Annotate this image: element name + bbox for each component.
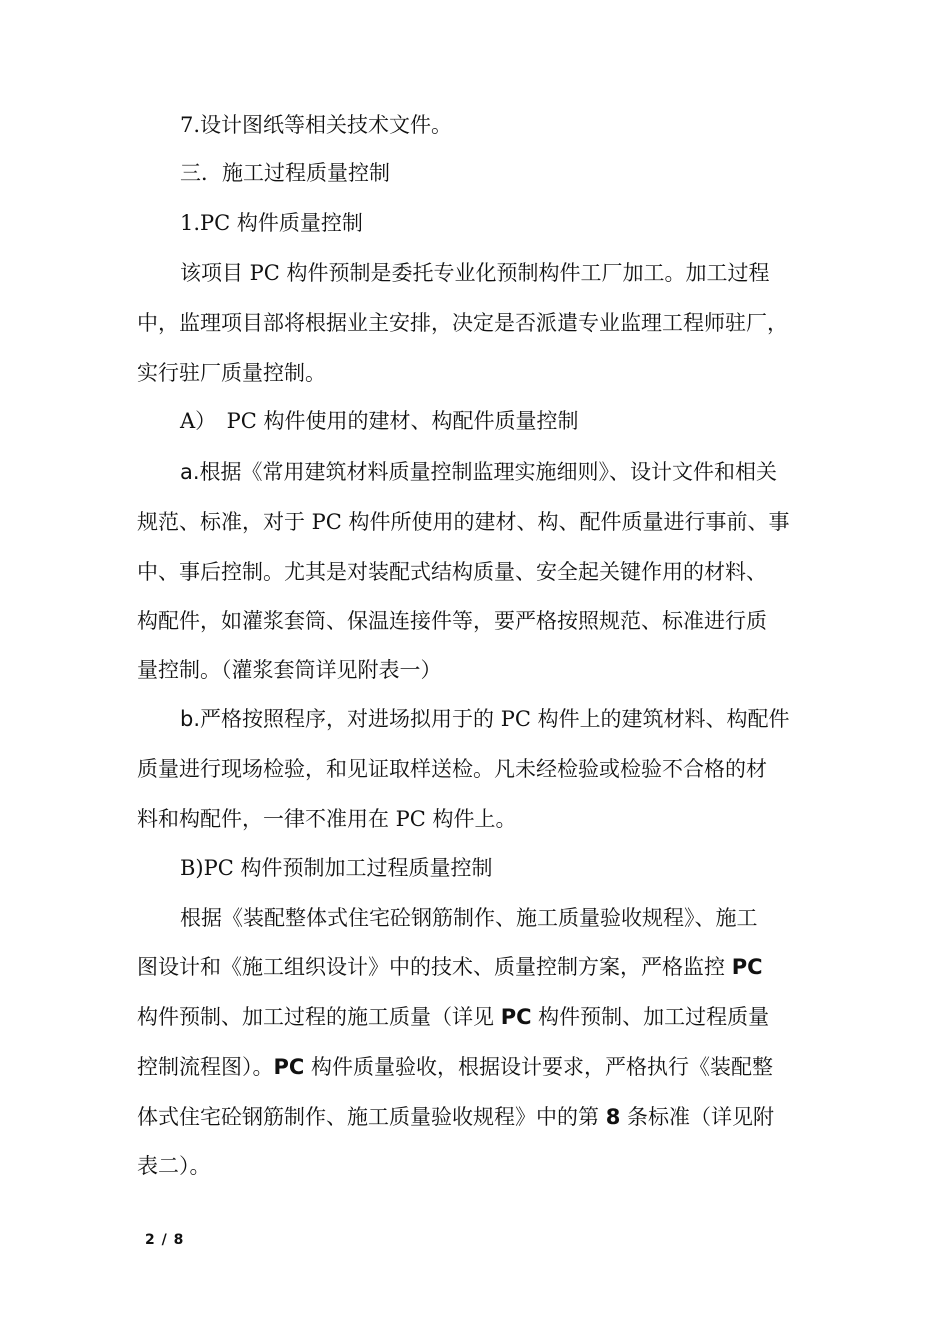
item-marker: b. <box>180 707 201 731</box>
text-line: 质量进行现场检验，和见证取样送检。凡未经检验或检验不合格的材 <box>137 757 767 781</box>
text-line: 该项目 PC 构件预制是委托专业化预制构件工厂加工。加工过程 <box>180 261 770 285</box>
text-line <box>180 704 790 734</box>
bold-span: PC <box>273 1055 305 1079</box>
section-heading: 三．施工过程质量控制 <box>180 161 390 185</box>
text-span: 根据《常用建筑材料质量控制监理实施细则》、设计文件和相关 <box>199 460 778 484</box>
text-span: 构件质量验收，根据设计要求，严格执行《装配整 <box>304 1055 773 1079</box>
text-line: 料和构配件，一律不准用在 PC 构件上。 <box>137 807 517 831</box>
text-span: 构件预制、加工过程的施工质量（详见 <box>137 1005 501 1029</box>
text-line: 中，监理项目部将根据业主安排，决定是否派遣专业监理工程师驻厂， <box>137 311 788 335</box>
page-number: 2 / 8 <box>145 1232 185 1248</box>
bold-span: PC <box>500 1005 532 1029</box>
text-line: 规范、标准，对于 PC 构件所使用的建材、构、配件质量进行事前、事 <box>137 510 790 534</box>
text-span: 控制流程图）。 <box>137 1055 274 1079</box>
text-line <box>137 1002 769 1032</box>
text-line: 根据《装配整体式住宅砼钢筋制作、施工质量验收规程》、施工 <box>180 906 758 930</box>
text-line <box>137 1102 774 1132</box>
text-line <box>137 952 763 982</box>
text-line <box>180 457 777 487</box>
text-span: 条标准（详见附 <box>620 1105 774 1129</box>
text-line: 构配件，如灌浆套筒、保温连接件等，要严格按照规范、标准进行质 <box>137 609 767 633</box>
text-line: 量控制。（灌浆套筒详见附表一） <box>137 658 442 682</box>
text-span: 构件预制、加工过程质量 <box>531 1005 770 1029</box>
text-line: 7.设计图纸等相关技术文件。 <box>180 113 453 137</box>
text-span: 严格按照程序，对进场拟用于的 PC 构件上的建筑材料、构配件 <box>200 707 790 731</box>
text-line: 表二）。 <box>137 1154 211 1178</box>
subsection-heading: A） PC 构件使用的建材、构配件质量控制 <box>180 409 579 433</box>
subsection-heading: B)PC 构件预制加工过程质量控制 <box>180 856 493 880</box>
text-span: 图设计和《施工组织设计》中的技术、质量控制方案，严格监控 <box>137 955 732 979</box>
item-marker: a. <box>180 460 200 484</box>
bold-span: 8 <box>605 1105 621 1129</box>
text-line: 实行驻厂质量控制。 <box>137 361 326 385</box>
text-line <box>137 1052 773 1082</box>
subsection-heading: 1.PC 构件质量控制 <box>180 211 363 235</box>
bold-span: PC <box>731 955 763 979</box>
text-span: 体式住宅砼钢筋制作、施工质量验收规程》中的第 <box>137 1105 606 1129</box>
text-line: 中、事后控制。尤其是对装配式结构质量、安全起关键作用的材料、 <box>137 560 767 584</box>
